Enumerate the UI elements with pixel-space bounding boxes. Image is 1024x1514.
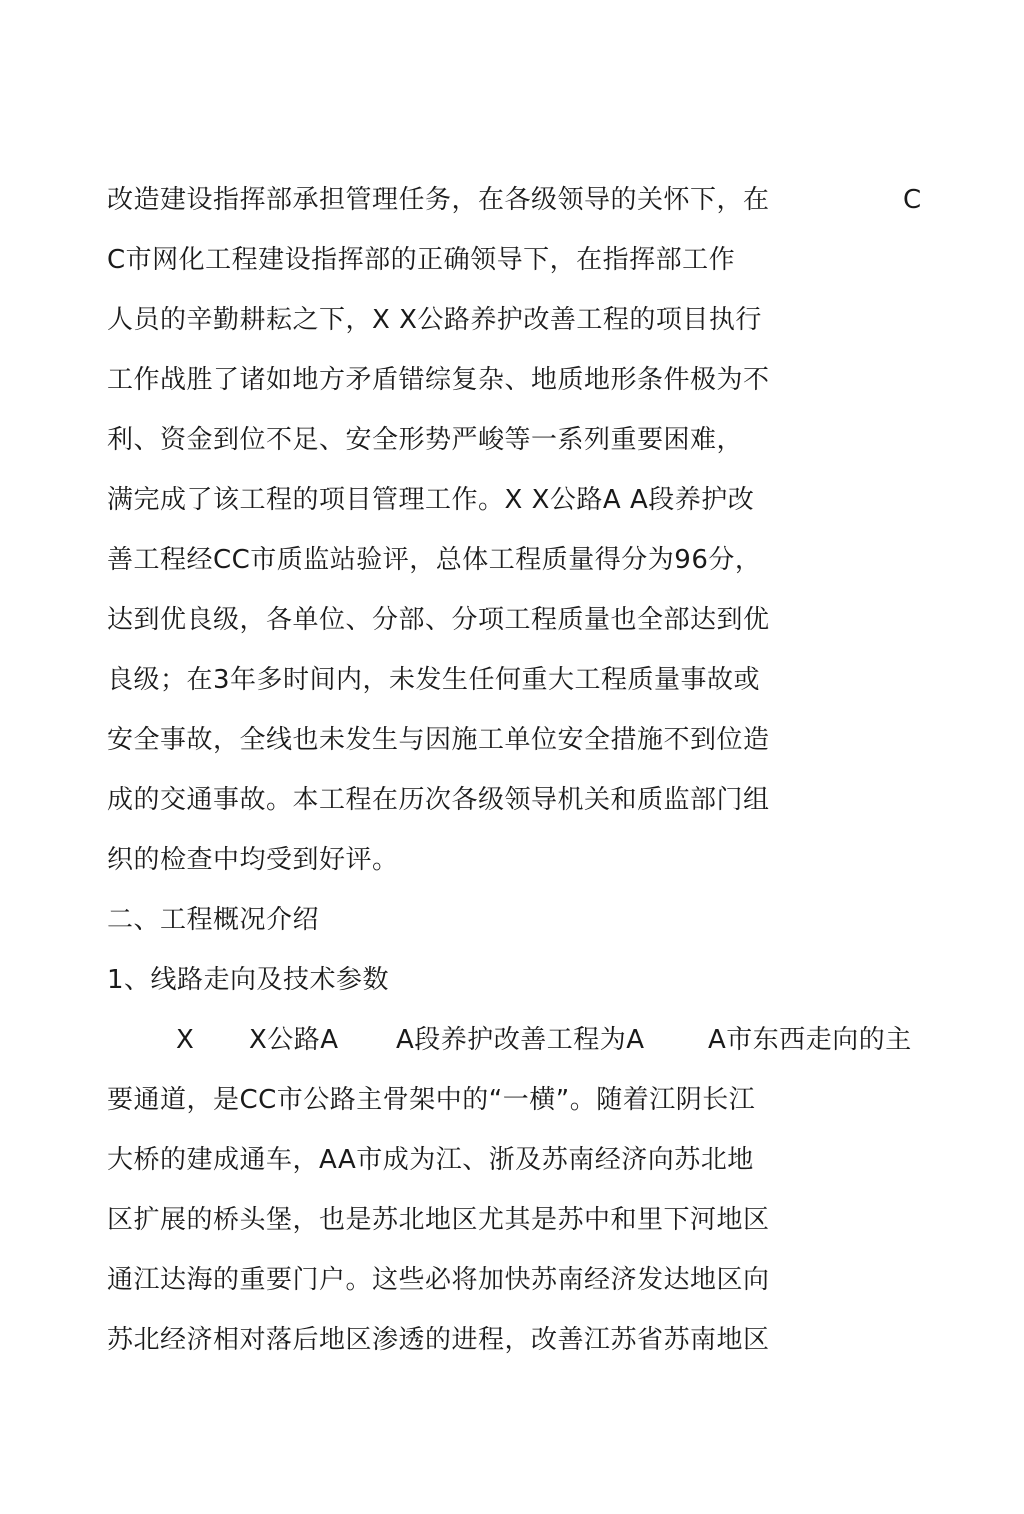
paragraph1-line8: 达到优良级，各单位、分部、分项工程质量也全部达到优 [107, 605, 770, 635]
paragraph1-line11: 成的交通事故。本工程在历次各级领导机关和质监部门组 [107, 785, 770, 815]
paragraph1-line6: 满完成了该工程的项目管理工作。X X公路A A段养护改 [107, 485, 755, 515]
paragraph1-line5: 利、资金到位不足、安全形势严峻等一系列重要困难， [107, 425, 744, 455]
paragraph1-line10: 安全事故，全线也未发生与因施工单位安全措施不到位造 [107, 725, 770, 755]
paragraph2-line1-seg1: X [176, 1025, 195, 1055]
paragraph1-line7: 善工程经CC市质监站验评，总体工程质量得分为96分， [107, 545, 762, 575]
paragraph2-line3: 大桥的建成通车，AA市成为江、浙及苏南经济向苏北地 [107, 1145, 754, 1175]
paragraph2-line5: 通江达海的重要门户。这些必将加快苏南经济发达地区向 [107, 1265, 770, 1295]
paragraph2-line2: 要通道，是CC市公路主骨架中的“一横”。随着江阴长江 [107, 1085, 756, 1115]
paragraph1-line1-tail: C [903, 185, 922, 215]
paragraph2-line1-seg3: A段养护改善工程为A [396, 1025, 645, 1055]
paragraph1-line2: C市网化工程建设指挥部的正确领导下，在指挥部工作 [107, 245, 736, 275]
paragraph2-line4: 区扩展的桥头堡，也是苏北地区尤其是苏中和里下河地区 [107, 1205, 770, 1235]
paragraph1-line1: 改造建设指挥部承担管理任务，在各级领导的关怀下，在 [107, 185, 770, 215]
paragraph1-line12: 织的检查中均受到好评。 [107, 845, 399, 875]
paragraph2-line6: 苏北经济相对落后地区渗透的进程，改善江苏省苏南地区 [107, 1325, 770, 1355]
paragraph2-line1-seg4: A市东西走向的主 [708, 1025, 912, 1055]
section-heading: 二、工程概况介绍 [107, 905, 320, 935]
paragraph1-line4: 工作战胜了诸如地方矛盾错综复杂、地质地形条件极为不 [107, 365, 770, 395]
paragraph1-line3: 人员的辛勤耕耘之下，X X公路养护改善工程的项目执行 [107, 305, 762, 335]
paragraph1-line9: 良级；在3年多时间内，未发生任何重大工程质量事故或 [107, 665, 761, 695]
paragraph2-line1-seg2: X公路A [249, 1025, 339, 1055]
subsection-heading: 1、线路走向及技术参数 [107, 965, 390, 995]
